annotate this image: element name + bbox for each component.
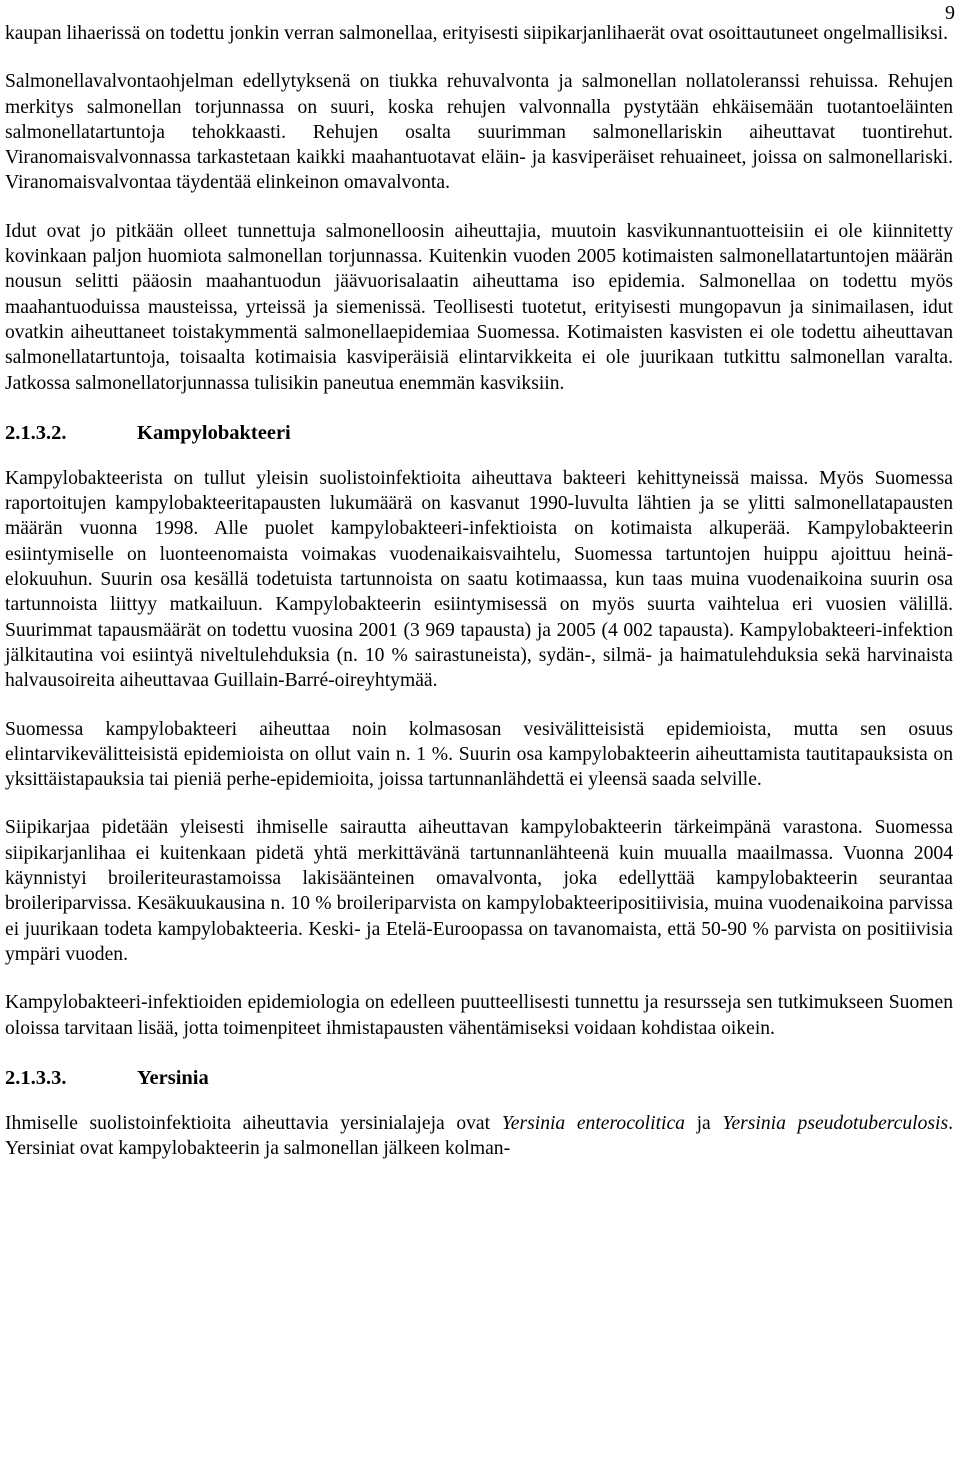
paragraph: Salmonellavalvontaohjelman edellytyksenä on tiukka rehuvalvonta ja salmonellan nollatoleranssi rehuissa. Rehujen merkitys salmonellan torjunnassa on suuri, koska rehujen valvonnalla pystytään ehkäisemään tuotantoeläinten salmonellatartuntoja tehokkaasti. Rehujen osalta suurimman salmonellariskin aiheuttavat tuontirehut. Viranomaisvalvonnassa tarkastetaan kaikki maahantuotavat eläin- ja kasviperäiset rehuaineet, joissa on salmonellariski. Viranomaisvalvontaa täydentää elinkeinon omavalvonta. [5, 71, 953, 194]
species-name: Yersinia pseudotuberculosis [722, 1112, 949, 1134]
text-run: Ihmiselle suolistoinfektioita aiheuttavia yersinialajeja ovat [5, 1112, 502, 1134]
species-name: Yersinia enterocolitica [501, 1112, 685, 1134]
section-heading [5, 419, 953, 447]
paragraph: Idut ovat jo pitkään olleet tunnettuja salmonelloosin aiheuttajia, muutoin kasvikunnantuotteisiin ei ole kiinnitetty kovinkaan paljon huomiota salmonellan torjunnassa. Kuitenkin vuoden 2005 kotimaisten salmonellatartuntojen määrän nousun selitti pääosin maahantuodun jäävuorisalaatin aiheuttama iso epidemia. Salmonellaa on todettu myös maahantuoduissa mausteissa, yrteissä ja siemenissä. Teollisesti tuotetut, erityisesti mungopavun ja sinimailasen, idut ovatkin aiheuttaneet toistakymmentä salmonellaepidemiaa Suomessa. Kotimaisten kasvisten ei ole todettu aiheuttavan salmonellatartuntoja, toisaalta kotimaisia kasviperäisiä elintarvikkeita ei ole juurikaan tutkittu salmonellan varalta. Jatkossa salmonellatorjunnassa tulisikin paneutua enemmän kasviksiin. [5, 220, 953, 394]
section-title: Kampylobakteeri [137, 421, 291, 444]
paragraph: kaupan lihaerissä on todettu jonkin verran salmonellaa, erityisesti siipikarjanlihaerät ovat osoittautuneet ongelmallisiksi. [5, 23, 948, 44]
section-heading [5, 1064, 953, 1092]
document-body [5, 21, 953, 1184]
paragraph: Kampylobakteerista on tullut yleisin suolistoinfektioita aiheuttava bakteeri kehittyneissä maissa. Myös Suomessa raportoitujen kampylobakteeritapausten lukumäärä on kasvanut 1990-luvulta lähtien ja se ylitti salmonellatapausten määrän vuonna 1998. Alle puolet kampylobakteeri-infektioista on kotimaista alkuperää. Kampylobakteerin esiintymiselle on luonteenomaista voimakas vuodenaikaisvaihtelu, Suomessa tartuntojen huippu ajoittuu heinäelokuuhun. Suurin osa kesällä todetuista tartunnoista on saatu kotimaassa, kun taas muina vuodenaikoina suurin osa tartunnoista liittyy matkailuun. Kampylobakteerin esiintymisessä on myös suurta vaihtelua eri vuosien välillä. Suurimmat tapausmäärät on todettu vuosina 2001 (3 969 tapausta) ja 2005 (4 002 tapausta). Kampylobakteeri-infektion jälkitautina voi esiintyä niveltulehduksia (n. 10 % sairastuneista), sydän-, silmä- ja haimatulehduksia sekä harvinaista halvausoireita aiheuttavaa Guillain-Barré-oireyhtymää. [5, 467, 953, 692]
section-title: Yersinia [137, 1066, 209, 1089]
paragraph: Siipikarjaa pidetään yleisesti ihmiselle sairautta aiheuttavan kampylobakteerin tärkeimpänä varastona. Suomessa siipikarjanlihaa ei kuitenkaan pidetä yhtä merkittävänä tartunnanlähteenä kuin muualla maailmassa. Vuonna 2004 käynnistyi broileriteurastamoissa lakisäänteinen omavalvonta, joka edellyttää kampylobakteerin seurantaa broileriparvissa. Kesäkuukausina n. 10 % broileriparvista on kampylobakteeripositiivisia, muina vuodenaikoina parvissa ei juurikaan todeta kampylobakteeria. Keski- ja Etelä-Euroopassa on tavanomaista, että 50-90 % parvista on positiivisia ympäri vuoden. [5, 817, 953, 965]
page-number: 9 [945, 2, 955, 24]
section-number: 2.1.3.2. [5, 421, 67, 444]
paragraph: Suomessa kampylobakteeri aiheuttaa noin kolmasosan vesivälitteisistä epidemioista, mutta sen osuus elintarvikevälitteisistä epidemioista on ollut vain n. 1 %. Suurin osa kampylobakteerin aiheuttamista tautitapauksista on yksittäistapauksia tai pieniä perhe-epidemioita, joissa tartunnanlähdettä ei yleensä saada selville. [5, 718, 953, 791]
paragraph: Kampylobakteeri-infektioiden epidemiologia on edelleen puutteellisesti tunnettu ja resursseja sen tutkimukseen Suomen oloissa tarvitaan lisää, jotta toimenpiteet ihmistapausten vähentämiseksi voidaan kohdistaa oikein. [5, 992, 953, 1039]
section-number: 2.1.3.3. [5, 1066, 67, 1089]
paragraph [5, 1111, 953, 1162]
text-run: ja [684, 1112, 723, 1134]
text-run: . Yersiniat ovat kampylobakteerin ja salmonellan jälkeen kolman- [5, 1112, 953, 1160]
